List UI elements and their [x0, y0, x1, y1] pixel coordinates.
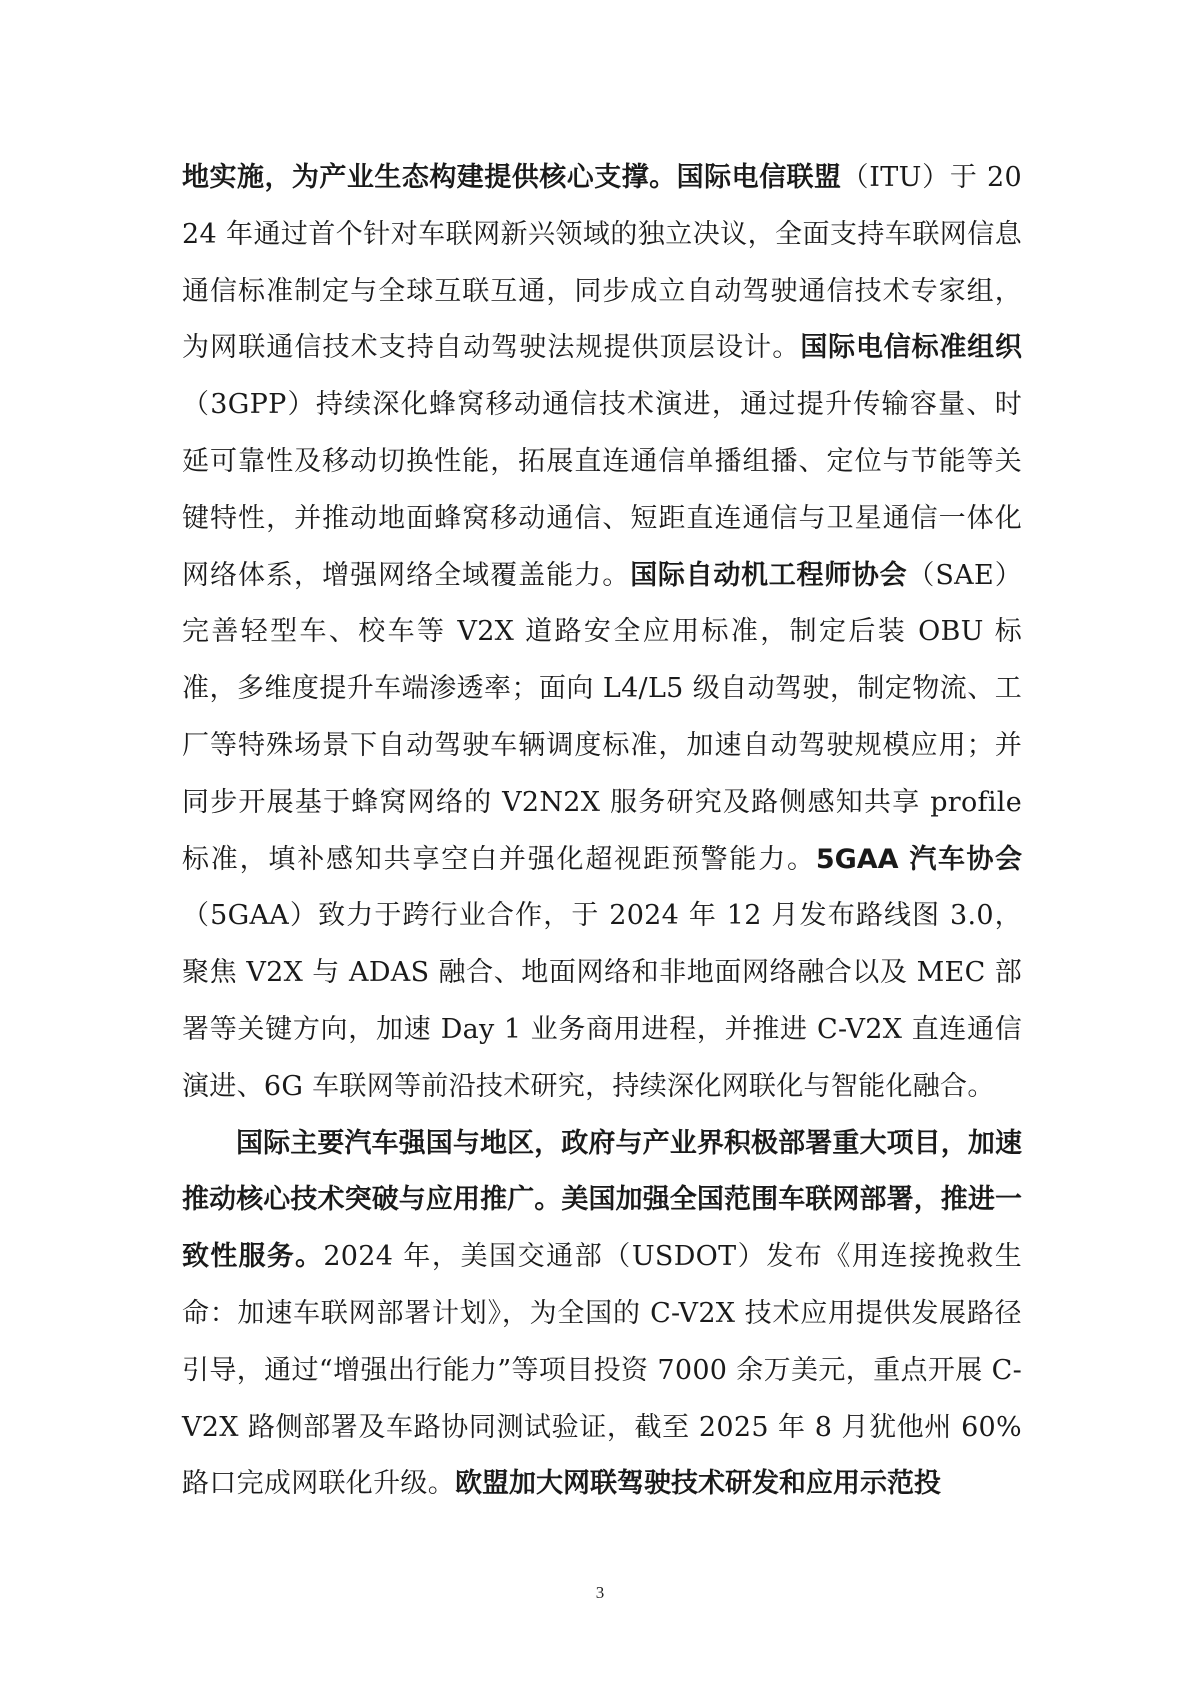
- bold-text-run: 国际电信标准组织: [800, 332, 1022, 364]
- page-number: 3: [595, 1583, 605, 1602]
- bold-text-run: 地实施，为产业生态构建提供核心支撑。国际电信联盟: [182, 162, 842, 193]
- paragraph-1: [182, 150, 1022, 1116]
- bold-text-run: 国际自动机工程师协会: [630, 559, 908, 591]
- bold-text-run: 国际主要汽车强国与地区，政府与产业界积极部署重大项目，加速推动核心技术突破与应用推广。美国加强全国范围车联网部署，推进一致性服务。: [182, 1127, 1022, 1273]
- text-run: （ITU）于 2024 年通过首个针对车联网新兴领域的独立决议，全面支持车联网信息通信标准制定与全球互联互通，同步成立自动驾驶通信技术专家组，为网联通信技术支持自动驾驶法规提供顶层设计。: [182, 162, 1022, 364]
- paragraph-2: [182, 1116, 1022, 1514]
- text-run: 2024 年，美国交通部（USDOT）发布《用连接挽救生命：加速车联网部署计划》，为全国的 C-V2X 技术应用提供发展路径引导，通过“增强出行能力”等项目投资 7000 余万美元，重点开展 C-V2X 路侧部署及车路协同测试验证，截至 2025 年 8 月犹他州 60%路口完成网联化升级。: [182, 1241, 1022, 1500]
- text-run: （SAE）完善轻型车、校车等 V2X 道路安全应用标准，制定后装 OBU 标准，多维度提升车端渗透率；面向 L4/L5 级自动驾驶，制定物流、工厂等特殊场景下自动驾驶车辆调度标准，加速自动驾驶规模应用；并同步开展基于蜂窝网络的 V2N2X 服务研究及路侧感知共享 profile 标准，填补感知共享空白并强化超视距预警能力。: [182, 559, 1022, 875]
- text-run: （5GAA）致力于跨行业合作，于 2024 年 12 月发布路线图 3.0，聚焦 V2X 与 ADAS 融合、地面网络和非地面网络融合以及 MEC 部署等关键方向，加速 Day 1 业务商用进程，并推进 C-V2X 直连通信演进、6G 车联网等前沿技术研究，持续深化网联化与智能化融合。: [182, 900, 1022, 1102]
- document-body: [182, 150, 1022, 1513]
- text-run: （3GPP）持续深化蜂窝移动通信技术演进，通过提升传输容量、时延可靠性及移动切换性能，拓展直连通信单播组播、定位与节能等关键特性，并推动地面蜂窝移动通信、短距直连通信与卫星通信一体化网络体系，增强网络全域覆盖能力。: [182, 389, 1022, 591]
- bold-text-run: 欧盟加大网联驾驶技术研发和应用示范投: [455, 1468, 941, 1500]
- bold-text-run: 5GAA 汽车协会: [815, 843, 1022, 875]
